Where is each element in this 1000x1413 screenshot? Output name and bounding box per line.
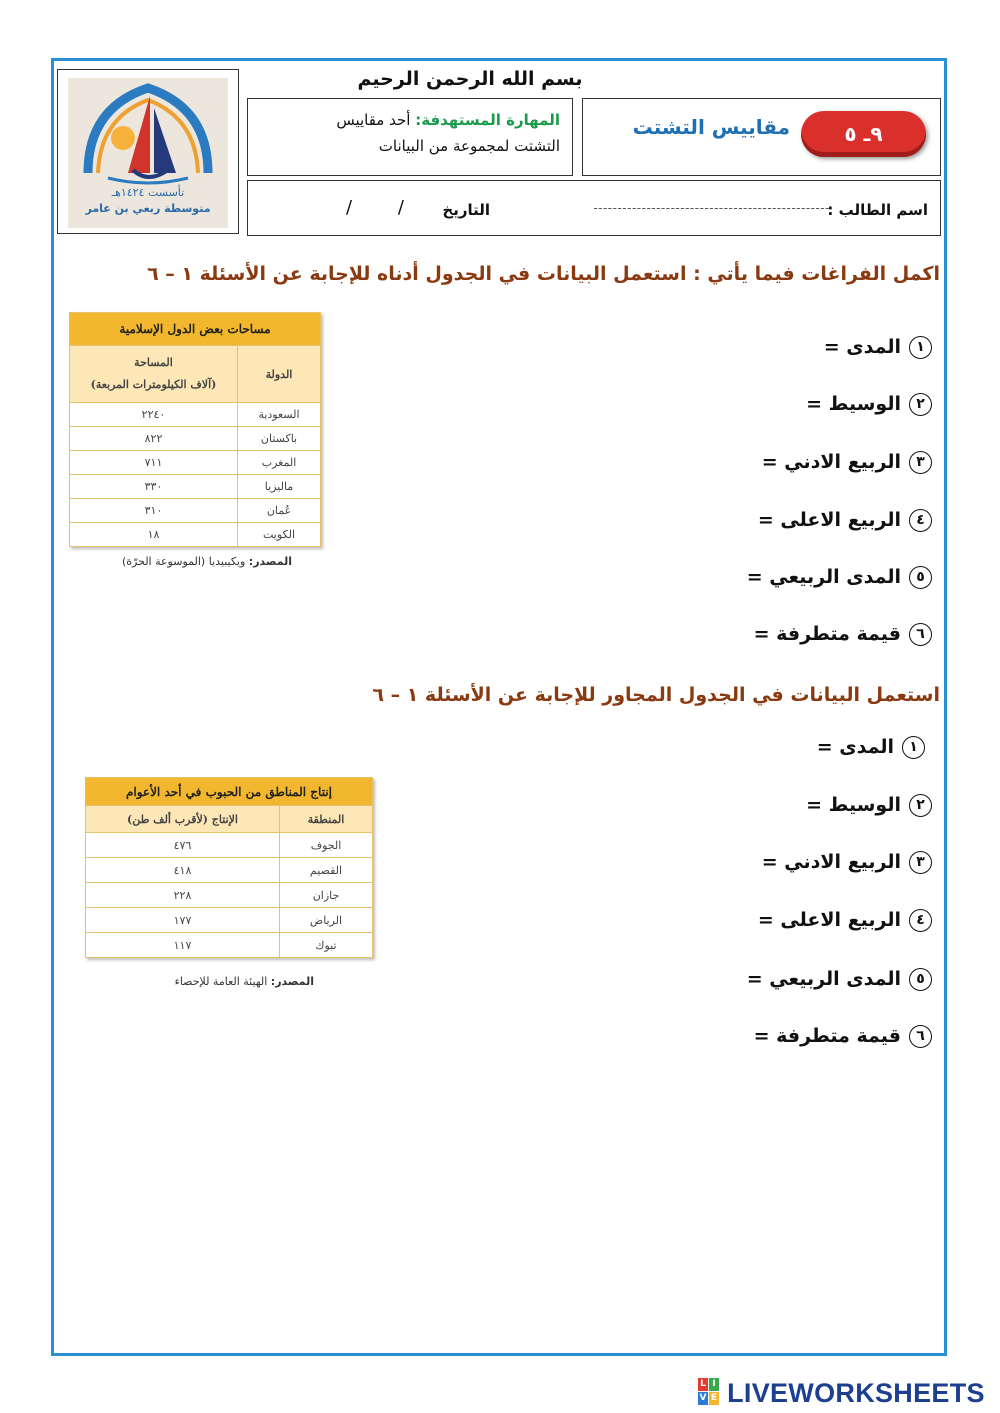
lesson-title: مقاييس التشتت [632, 115, 790, 139]
s2-question-1[interactable] [817, 736, 925, 759]
lesson-box [582, 98, 941, 176]
s1-q5-text: المدى الربيعي = [746, 566, 901, 588]
grain-col-production: الإنتاج (لأقرب ألف طن) [86, 806, 280, 833]
grain-row4-value: ١٧٧ [86, 908, 280, 933]
badge-letter-l: L [698, 1378, 708, 1391]
s1-question-1[interactable] [824, 336, 932, 359]
s2-q1-number: ١ [902, 736, 925, 759]
badge-letter-e: E [710, 1393, 718, 1403]
s2-question-3[interactable] [762, 851, 932, 874]
areas-row2-name: باكستان [238, 427, 321, 451]
s1-q2-text: الوسيط = [806, 393, 901, 415]
table-row [70, 451, 321, 475]
areas-col-country: الدولة [238, 346, 321, 403]
s1-question-5[interactable] [747, 566, 932, 589]
target-skill-line1 [336, 111, 560, 129]
brand-name: LIVEWORKSHEETS [727, 1378, 985, 1408]
student-name-field[interactable]: ------------------------------------------------- [593, 201, 830, 215]
s1-question-4[interactable] [758, 509, 932, 532]
areas-row6-name: الكويت [238, 523, 321, 547]
grain-row1-name: الجوف [280, 833, 373, 858]
target-skill-box [247, 98, 573, 176]
table-row [70, 475, 321, 499]
areas-row1-value: ٢٢٤٠ [70, 403, 238, 427]
logo-text-line2: متوسطة ربعي بن عامر [85, 202, 211, 215]
student-name-label: اسم الطالب : [827, 201, 928, 219]
s1-q4-number: ٤ [909, 509, 932, 532]
logo-text-line1: تأسست ١٤٢٤هـ [111, 186, 185, 199]
s1-q1-number: ١ [909, 336, 932, 359]
table-row [70, 403, 321, 427]
s2-q4-number: ٤ [909, 909, 932, 932]
grain-table [85, 777, 373, 958]
grain-row2-value: ٤١٨ [86, 858, 280, 883]
areas-source-text: ويكيبيديا (الموسوعة الحرّة) [121, 555, 246, 568]
areas-row1-name: السعودية [238, 403, 321, 427]
grain-table-caption: إنتاج المناطق من الحبوب في أحد الأعوام [86, 778, 373, 806]
badge-letter-v: V [699, 1393, 707, 1403]
s2-question-5[interactable] [747, 968, 932, 991]
s2-question-2[interactable] [806, 794, 932, 817]
grain-row3-name: جازان [280, 883, 373, 908]
areas-row4-value: ٣٣٠ [70, 475, 238, 499]
s1-q6-text: قيمة متطرفة = [753, 623, 901, 645]
page-frame [51, 58, 947, 1356]
s1-question-3[interactable] [762, 451, 932, 474]
table-row [70, 523, 321, 547]
areas-col-area [70, 346, 238, 403]
grain-col-region: المنطقة [280, 806, 373, 833]
grain-row3-value: ٢٢٨ [86, 883, 280, 908]
areas-col-area-line1: المساحة [134, 356, 173, 369]
target-skill-line2: التشتت لمجموعة من البيانات [378, 137, 560, 155]
badge-letter-i: I [709, 1378, 719, 1391]
s1-question-6[interactable] [754, 623, 932, 646]
grain-source-text: الهيئة العامة للإحصاء [174, 975, 268, 988]
s2-q5-text: المدى الربيعي = [746, 968, 901, 990]
table-row [86, 833, 373, 858]
school-logo [68, 78, 228, 228]
grain-source-label: المصدر: [270, 975, 314, 988]
s2-q6-number: ٦ [909, 1025, 932, 1048]
s2-question-6[interactable] [754, 1025, 932, 1048]
s1-q6-number: ٦ [909, 623, 932, 646]
school-logo-box [57, 69, 239, 234]
grain-table-source [175, 975, 314, 988]
lesson-number-badge [801, 111, 926, 157]
areas-table-caption: مساحات بعض الدول الإسلامية [70, 313, 321, 346]
s1-q4-text: الربيع الاعلى = [757, 509, 901, 531]
grain-row5-value: ١١٧ [86, 933, 280, 958]
table-row [86, 883, 373, 908]
target-skill-label: المهارة المستهدفة: [415, 111, 560, 129]
grain-row5-name: تبوك [280, 933, 373, 958]
table-row [70, 499, 321, 523]
s1-q5-number: ٥ [909, 566, 932, 589]
areas-row3-value: ٧١١ [70, 451, 238, 475]
lesson-number: ٩ـ ٥ [844, 122, 883, 146]
s2-q4-text: الربيع الاعلى = [757, 909, 901, 931]
areas-row5-value: ٣١٠ [70, 499, 238, 523]
areas-row3-name: المغرب [238, 451, 321, 475]
s2-q2-text: الوسيط = [806, 794, 901, 816]
areas-row5-name: عُمان [238, 499, 321, 523]
table-row [86, 858, 373, 883]
s2-question-4[interactable] [758, 909, 932, 932]
s1-question-2[interactable] [806, 393, 932, 416]
areas-row4-name: ماليزيا [238, 475, 321, 499]
brand-badge-icon [698, 1378, 720, 1406]
grain-row2-name: القصيم [280, 858, 373, 883]
areas-table-source [122, 555, 292, 568]
grain-row1-value: ٤٧٦ [86, 833, 280, 858]
table-row [70, 427, 321, 451]
section1-instruction: اكمل الفراغات فيما يأتي : استعمل البيانات في الجدول أدناه للإجابة عن الأسئلة ١ – ٦ [147, 263, 940, 285]
basmala: بسم الله الرحمن الرحيم [357, 68, 583, 90]
s2-q3-number: ٣ [909, 851, 932, 874]
s1-q3-text: الربيع الادني = [761, 451, 901, 473]
table-row [86, 908, 373, 933]
date-field[interactable]: / / [346, 197, 404, 218]
student-info-box [247, 180, 941, 236]
table-row [86, 933, 373, 958]
areas-table [69, 312, 321, 547]
areas-row2-value: ٨٢٢ [70, 427, 238, 451]
s2-q2-number: ٢ [909, 794, 932, 817]
logo-graphic [68, 78, 228, 228]
liveworksheets-logo[interactable] [698, 1378, 985, 1408]
s1-q1-text: المدى = [823, 336, 901, 358]
target-skill-value: أحد مقاييس [336, 111, 411, 129]
areas-source-label: المصدر: [248, 555, 292, 568]
areas-row6-value: ١٨ [70, 523, 238, 547]
s2-q6-text: قيمة متطرفة = [753, 1025, 901, 1047]
s1-q3-number: ٣ [909, 451, 932, 474]
grain-row4-name: الرياض [280, 908, 373, 933]
section2-instruction: استعمل البيانات في الجدول المجاور للإجابة عن الأسئلة ١ – ٦ [372, 684, 940, 706]
s2-q1-text: المدى = [816, 736, 894, 758]
s1-q2-number: ٢ [909, 393, 932, 416]
date-label: التاريخ [442, 201, 490, 219]
s2-q3-text: الربيع الادني = [761, 851, 901, 873]
s2-q5-number: ٥ [909, 968, 932, 991]
areas-col-area-line2: (آلاف الكيلومترات المربعة) [90, 378, 217, 391]
